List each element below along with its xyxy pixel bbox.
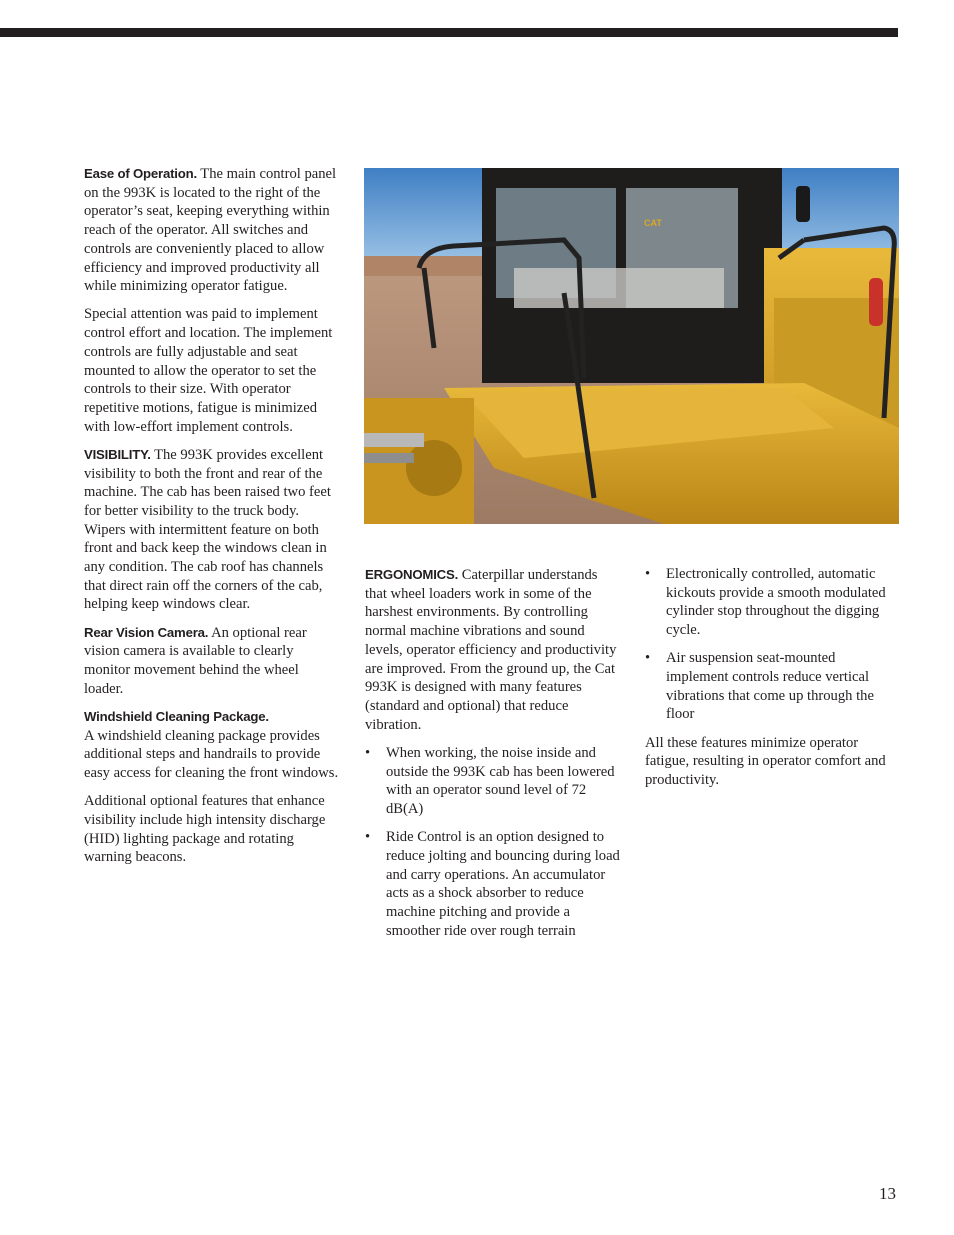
top-rule: [0, 28, 898, 37]
bullet-list-b: [645, 565, 901, 724]
rear-camera-heading: Rear Vision Camera.: [84, 624, 209, 640]
ergonomics-paragraph: [365, 566, 621, 734]
cab-photo: [364, 168, 899, 524]
rear-camera-paragraph: [84, 624, 340, 699]
list-item: • When working, the noise inside and outside the 993K cab has been lowered with an operator sound level of 72 dB(A): [365, 744, 621, 819]
windshield-paragraph: [84, 708, 340, 783]
visibility-text: The 993K provides excellent visibility to both the front and rear of the machine. The cab has been raised two feet for better visibility to the truck body. Wipers with intermittent feature on both front and back keep the windows clean in any condition. The cab roof has channels that direct rain off the corners of the cab, helping keep windows clear.: [84, 446, 331, 613]
ergonomics-text: Caterpillar understands that wheel loaders work in some of the harshest environments. By controlling normal machine vibrations and sound levels, operator efficiency and productivity are improved. From the ground up, the Cat 993K is designed with many features (standard and optional) that reduce vibration.: [365, 567, 617, 733]
list-item: • Air suspension seat-mounted implement controls reduce vertical vibrations that come up through the floor: [645, 649, 901, 724]
rear-camera-text: An optional rear vision camera is available to clearly monitor movement behind the wheel loader.: [84, 624, 307, 697]
closing-paragraph: All these features minimize operator fatigue, resulting in operator comfort and productivity.: [645, 734, 886, 789]
windshield-heading: Windshield Cleaning Package.: [84, 708, 269, 724]
ease-text: The main control panel on the 993K is located to the right of the operator’s seat, keeping everything within reach of the operator. All switches and controls are conveniently placed to allow efficiency and improved productivity all while minimizing operator fatigue.: [84, 166, 337, 295]
page-number: 13: [879, 1184, 896, 1203]
column-middle: [365, 566, 621, 950]
windshield-text: A windshield cleaning package provides additional steps and handrails to provide easy access for cleaning the front windows.: [84, 727, 339, 782]
visibility-heading: VISIBILITY.: [84, 446, 151, 462]
column-left: [84, 165, 340, 877]
special-paragraph: Special attention was paid to implement control effort and location. The implement controls are fully adjustable and seat mounted to allow the operator to set the controls to their size. With operator repetitive motions, fatigue is minimized with low-effort implement controls.: [84, 306, 333, 435]
ease-heading: Ease of Operation.: [84, 166, 197, 181]
visibility-paragraph: [84, 446, 340, 614]
ergonomics-heading: ERGONOMICS.: [365, 567, 459, 582]
ease-paragraph: [84, 165, 340, 296]
column-right: [645, 565, 901, 799]
additional-paragraph: Additional optional features that enhance visibility include high intensity discharge (HID) lighting package and rotating warning beacons.: [84, 793, 326, 866]
bullet-list-a: [365, 744, 621, 941]
list-item: • Ride Control is an option designed to reduce jolting and bouncing during load and carry operations. An accumulator acts as a shock absorber to reduce machine pitching and provide a smoother ride over rough terrain: [365, 828, 621, 940]
list-item: • Electronically controlled, automatic kickouts provide a smooth modulated cylinder stop throughout the digging cycle.: [645, 565, 901, 640]
cab-logo: CAT: [644, 218, 662, 228]
